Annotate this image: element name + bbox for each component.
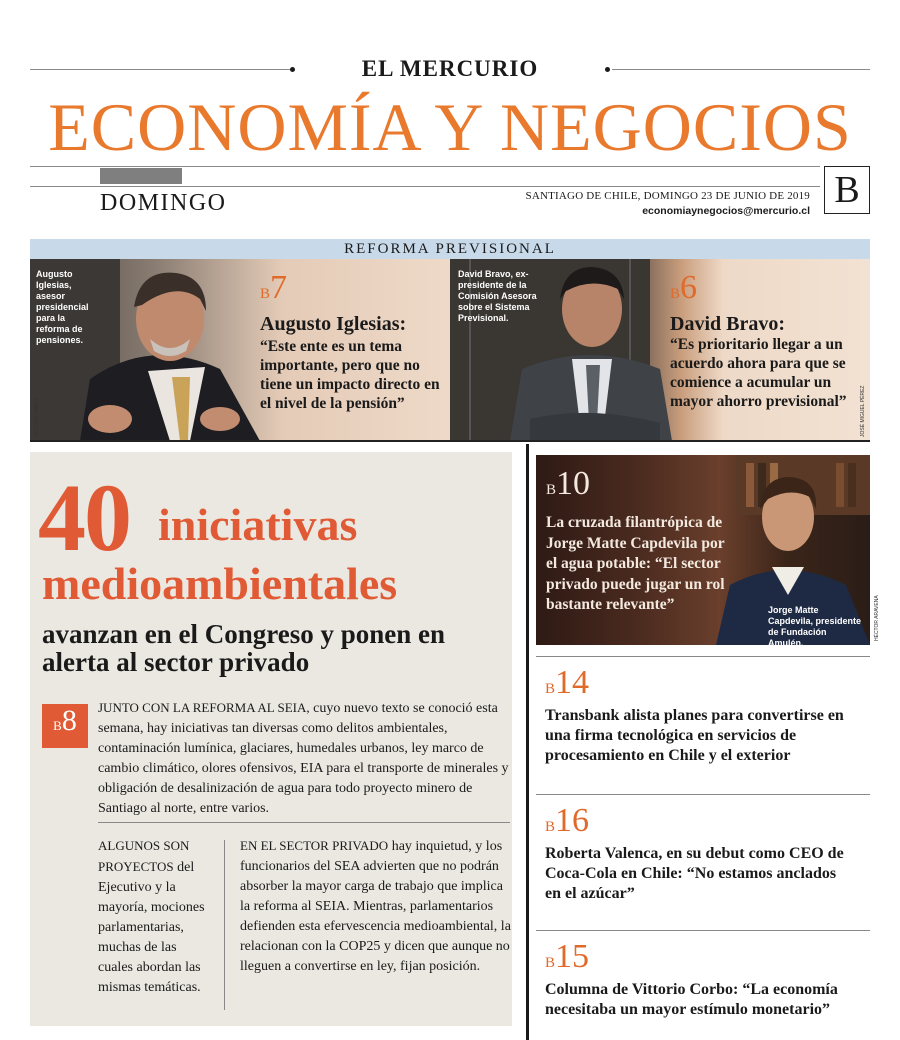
iglesias-quote: “Este ente es un tema importante, pero que no tiene un impacto directo en el nivel de la pensión” (260, 338, 440, 412)
page-number: 8 (61, 704, 77, 737)
iglesias-photo-credit: HÉCTOR YÁÑEZ (34, 398, 40, 437)
section-title: ECONOMÍA Y NEGOCIOS (48, 89, 852, 165)
sidebar-rule-2 (536, 794, 870, 795)
masthead-dot-right (605, 67, 610, 72)
section-email[interactable]: economiaynegocios@mercurio.cl (642, 205, 810, 217)
sidebar-rule-3 (536, 930, 870, 931)
feature-headline-1: iniciativas (158, 499, 358, 550)
masthead-rule-date (30, 186, 820, 187)
day-label: DOMINGO (100, 190, 227, 216)
sidebar-headline: Columna de Vittorio Corbo: “La economía necesitaba un mayor estímulo monetario” (545, 981, 838, 1018)
sidebar-headline: Transbank alista planes para convertirse en una firma tecnológica en servicios de procesamiento en Chile y el exterior (545, 707, 844, 764)
page-letter: B (545, 681, 556, 697)
feature-column-right (240, 836, 512, 977)
sidebar-story-b15[interactable] (545, 938, 845, 1020)
column-divider (224, 840, 225, 1010)
reforma-band-title: REFORMA PREVISIONAL (30, 239, 870, 259)
page-letter: B (670, 286, 681, 302)
bravo-story[interactable] (450, 259, 870, 441)
feature-divider (98, 822, 510, 823)
iglesias-story[interactable] (30, 259, 450, 441)
grey-bar (100, 168, 182, 184)
matte-caption: Jorge Matte Capdevila, presidente de Fundación Amulén. (768, 605, 862, 648)
feature-headline-2: medioambientales (42, 558, 398, 609)
bravo-caption: David Bravo, ex-presidente de la Comisión Asesora sobre el Sistema Previsional. (458, 269, 537, 323)
lead-small-caps: JUNTO CON LA REFORMA AL SEIA, (98, 700, 310, 715)
page-letter: B (546, 482, 557, 498)
bravo-photo-credit: JOSÉ MIGUEL PÉREZ (860, 385, 866, 437)
feature-subhead: avanzan en el Congreso y ponen en alerta al sector privado (42, 619, 446, 677)
feature-number: 40 (38, 464, 130, 571)
feature-lead (98, 698, 510, 819)
page-letter: B (260, 286, 271, 302)
matte-photo-credit: HÉCTOR ARAVENA (874, 595, 880, 641)
masthead-rule-left (30, 69, 290, 70)
iglesias-caption: Augusto Iglesias, asesor presidencial para la reforma de pensiones. (36, 269, 89, 345)
page-number: 16 (555, 802, 590, 839)
masthead-rule-right (612, 69, 870, 70)
matte-headline: La cruzada filantrópica de Jorge Matte Capdevila por el agua potable: “El sector privado puede jugar un rol bastante relevante” (546, 514, 725, 613)
column-right-caps: EN EL SECTOR PRIVADO (240, 838, 389, 853)
feature-column-left (98, 836, 213, 998)
page-number: 6 (680, 269, 698, 306)
newspaper-name: EL MERCURIO (361, 56, 539, 81)
dateline: SANTIAGO DE CHILE, DOMINGO 23 DE JUNIO DE 2019 (525, 190, 810, 202)
bravo-name: David Bravo: (670, 313, 785, 335)
band-bottom-rule (30, 440, 870, 442)
column-right-text: hay inquietud, y los funcionarios del SEA advierten que no podrán absorber la mayor carga de trabajo que implica la reforma al SEIA. Mientras, parlamentarios defienden esta efervescencia medioambiental, la relacionan con la COP25 y dicen que aunque no lleguen a convertirse en ley, fijan posición. (240, 839, 511, 974)
page-number: 15 (555, 938, 590, 975)
page-number: 14 (555, 664, 590, 701)
column-vertical-divider (526, 444, 529, 1040)
sidebar-story-b14[interactable] (545, 664, 865, 766)
column-left-caps: ALGUNOS SON PROYECTOS (98, 838, 190, 874)
masthead-rule-lower (30, 166, 820, 167)
column-left-text: del Ejecutivo y la mayoría, mociones parlamentarias, muchas de las cuales abordan las mismas temáticas. (98, 860, 205, 995)
page-number: 7 (270, 269, 288, 306)
sidebar-headline: Roberta Valenca, en su debut como CEO de Coca-Cola en Chile: “No estamos anclados en el azúcar” (545, 845, 844, 902)
page-letter: B (545, 819, 556, 835)
sidebar-page-ref (545, 802, 845, 840)
masthead-dot-left (290, 67, 295, 72)
page-letter: B (545, 955, 556, 971)
iglesias-page-ref (260, 269, 287, 307)
lead-text: cuyo nuevo texto se conoció esta semana, hay iniciativas tan diversas como delitos ambientales, contaminación lumínica, glaciares, humedales urbanos, ley marco de cambio climático, olores ofensivos, EIA para el transporte de minerales y obligación de desalinización de agua para todo proyecto minero de Santiago al norte, entre varios. (98, 701, 509, 816)
sidebar-rule-1 (536, 656, 870, 657)
iglesias-name: Augusto Iglesias: (260, 313, 407, 335)
sidebar-page-ref (545, 664, 865, 702)
page-letter: B (53, 718, 62, 733)
bravo-page-ref (670, 269, 697, 307)
bravo-quote: “Es prioritario llegar a un acuerdo ahora para que se comience a acumular un mayor ahorro previsional” (670, 336, 847, 410)
sidebar-page-ref (545, 938, 845, 976)
page-number: 10 (556, 465, 591, 502)
sidebar-story-b16[interactable] (545, 802, 845, 904)
matte-page-ref (546, 465, 590, 503)
matte-story[interactable] (536, 455, 880, 648)
section-letter-badge: B (824, 166, 870, 214)
feature-page-ref[interactable] (42, 704, 88, 748)
